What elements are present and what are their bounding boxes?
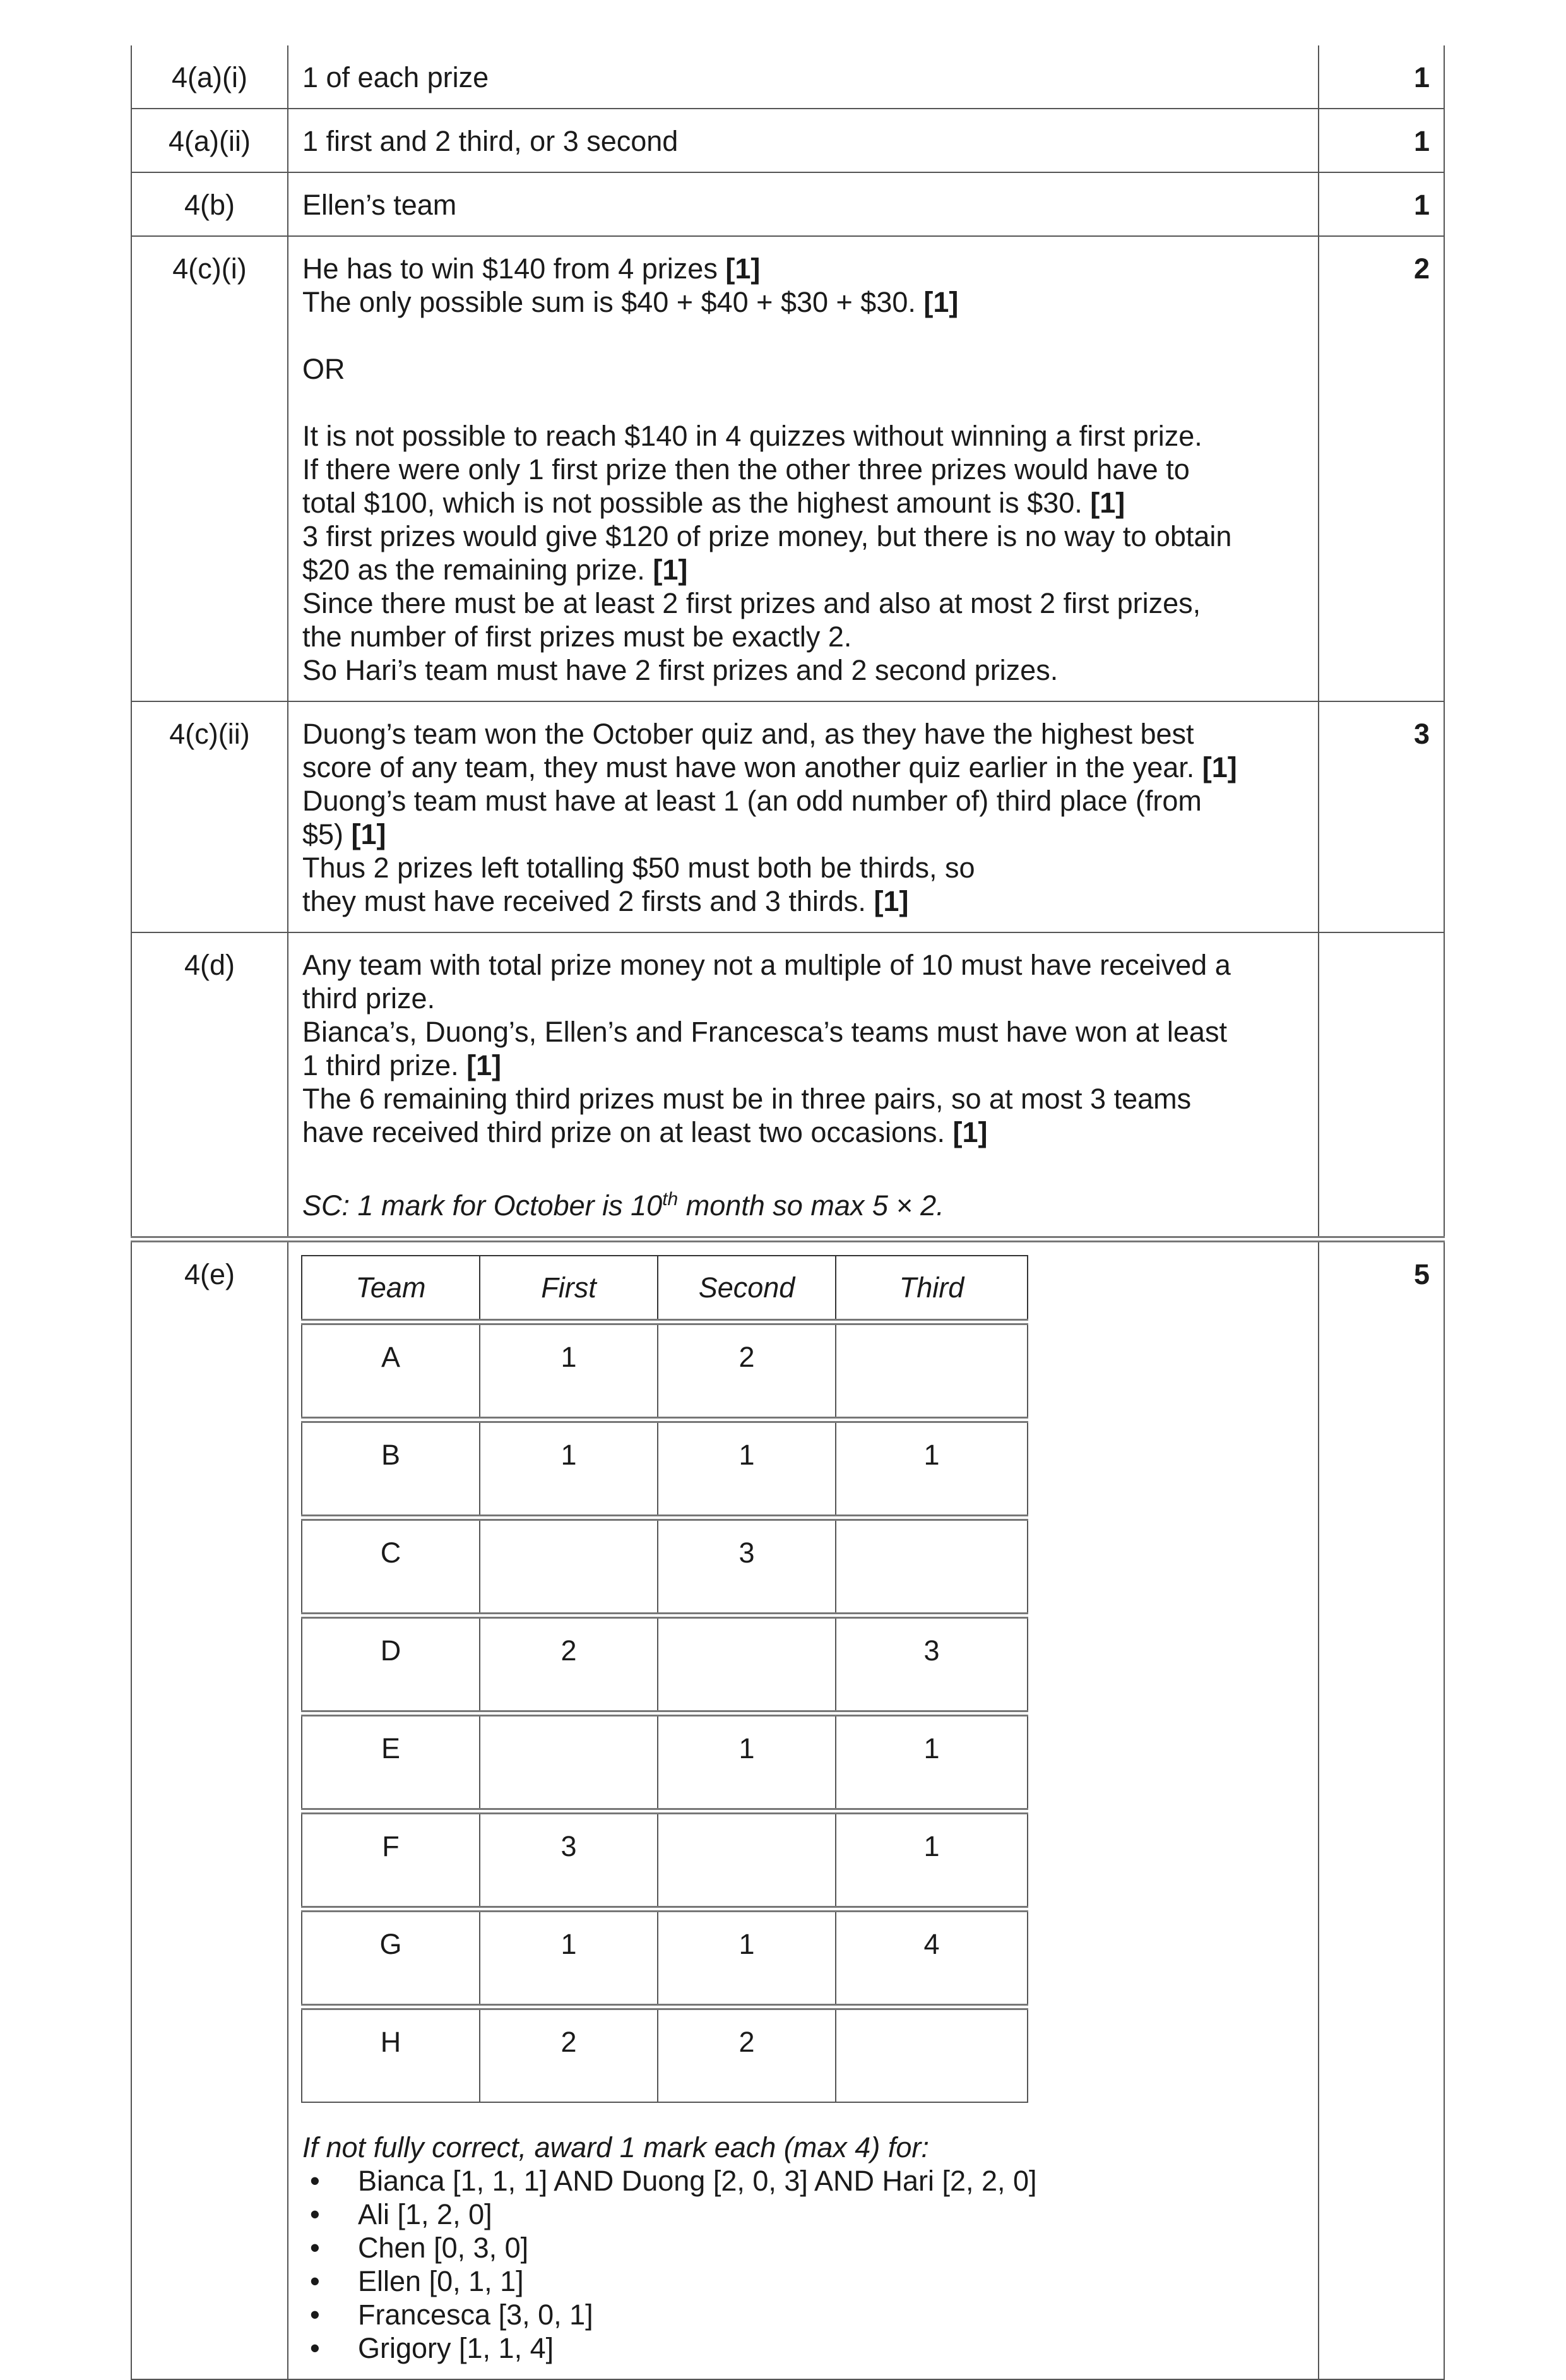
answer-line: [302, 751, 1304, 784]
answer-line: [302, 520, 1304, 553]
prize-table-cell: [836, 1518, 1028, 1615]
question-row: [131, 236, 1444, 701]
answer-text: $5): [302, 818, 352, 850]
prize-table-row: [302, 1322, 1028, 1420]
answer-text: It is not possible to reach $140 in 4 quizzes without winning a first prize.: [302, 420, 1202, 452]
answer-text: The only possible sum is $40 + $40 + $30 + $30.: [302, 286, 924, 318]
partial-credit-item: • Ellen [0, 1, 1]: [302, 2264, 1304, 2298]
question-number: 4(c)(ii): [131, 701, 288, 932]
mark-allocation: [1]: [923, 286, 959, 318]
prize-table-cell: 1: [480, 1322, 658, 1420]
prize-table-cell: [836, 1322, 1028, 1420]
question-row: [131, 45, 1444, 109]
marks-cell: 3: [1319, 701, 1444, 932]
mark-allocation: [1]: [1202, 751, 1237, 783]
prize-table-row: [302, 1518, 1028, 1615]
answer-text: Duong’s team won the October quiz and, as they have the highest best: [302, 718, 1194, 750]
marks-cell: 5: [1319, 1239, 1444, 2379]
answer-line: [302, 1082, 1304, 1116]
question-row: [131, 1239, 1444, 2379]
prize-table-header: Second: [658, 1256, 836, 1322]
answer-line: [302, 653, 1304, 687]
mark-scheme-table: [131, 45, 1445, 2380]
question-row: [131, 109, 1444, 172]
prize-table-cell: [480, 1713, 658, 1811]
answer-cell: [288, 1239, 1319, 2379]
prize-table-cell: G: [302, 1909, 480, 2007]
special-case-times: ×: [896, 1189, 913, 1222]
question-number: 4(c)(i): [131, 236, 288, 701]
partial-credit-item: • Ali [1, 2, 0]: [302, 2198, 1304, 2231]
question-row: [131, 932, 1444, 1239]
prize-table-cell: F: [302, 1811, 480, 1909]
mark-allocation: [1]: [1090, 487, 1125, 519]
partial-credit-item: • Bianca [1, 1, 1] AND Duong [2, 0, 3] AND Hari [2, 2, 0]: [302, 2164, 1304, 2198]
question-number: 4(b): [131, 172, 288, 236]
prize-table-cell: [658, 1615, 836, 1713]
prize-table-cell: 1: [836, 1811, 1028, 1909]
prize-table-cell: 1: [658, 1909, 836, 2007]
answer-line: [302, 620, 1304, 653]
answer-line: [302, 486, 1304, 520]
answer-line: [302, 784, 1304, 818]
prize-table-cell: 1: [480, 1909, 658, 2007]
answer-line: [302, 553, 1304, 586]
blank-line: [302, 319, 1304, 352]
answer-line: [302, 982, 1304, 1015]
prize-table-cell: 1: [836, 1420, 1028, 1518]
blank-line: [302, 1149, 1304, 1182]
prize-table: [301, 1255, 1028, 2103]
prize-table-cell: H: [302, 2007, 480, 2102]
answer-text: $20 as the remaining prize.: [302, 554, 653, 586]
answer-text: Duong’s team must have at least 1 (an odd number of) third place (from: [302, 785, 1202, 817]
prize-table-cell: 2: [658, 2007, 836, 2102]
partial-credit-item: • Chen [0, 3, 0]: [302, 2231, 1304, 2264]
answer-text: the number of first prizes must be exactly 2.: [302, 621, 852, 653]
prize-table-cell: 3: [658, 1518, 836, 1615]
answer-cell: [288, 109, 1319, 172]
answer-line: [302, 884, 1304, 918]
prize-table-header-row: [302, 1256, 1028, 1322]
mark-allocation: [1]: [351, 818, 386, 850]
answer-text: Bianca’s, Duong’s, Ellen’s and Francesca’s teams must have won at least: [302, 1016, 1227, 1048]
answer-line: [302, 851, 1304, 884]
answer-text: The 6 remaining third prizes must be in three pairs, so at most 3 teams: [302, 1083, 1192, 1115]
answer-line: [302, 1116, 1304, 1149]
answer-text: So Hari’s team must have 2 first prizes and 2 second prizes.: [302, 654, 1059, 686]
answer-text: If there were only 1 first prize then the other three prizes would have to: [302, 453, 1190, 485]
prize-table-cell: C: [302, 1518, 480, 1615]
prize-table-cell: 1: [658, 1713, 836, 1811]
marks-cell: 1: [1319, 109, 1444, 172]
answer-text: they must have received 2 firsts and 3 thirds.: [302, 885, 874, 917]
special-case-sup: th: [662, 1189, 679, 1210]
marks-cell: [1319, 932, 1444, 1239]
answer-line: [302, 453, 1304, 486]
special-case-post: month so max 5: [678, 1189, 896, 1222]
question-number: 4(e): [131, 1239, 288, 2379]
answer-cell: [288, 932, 1319, 1239]
answer-line: [302, 188, 1304, 222]
answer-line: [302, 1015, 1304, 1049]
answer-text: He has to win $140 from 4 prizes: [302, 253, 726, 285]
answer-text: 1 third prize.: [302, 1049, 467, 1081]
prize-table-cell: 3: [480, 1811, 658, 1909]
answer-line: [302, 586, 1304, 620]
answer-line: [302, 419, 1304, 453]
answer-line: [302, 352, 1304, 386]
answer-text: have received third prize on at least two occasions.: [302, 1116, 953, 1148]
answer-text: score of any team, they must have won another quiz earlier in the year.: [302, 751, 1202, 783]
prize-table-row: [302, 1909, 1028, 2007]
partial-credit-intro: If not fully correct, award 1 mark each (max 4) for:: [302, 2131, 929, 2163]
prize-table-cell: [480, 1518, 658, 1615]
prize-table-cell: 1: [658, 1420, 836, 1518]
question-row: [131, 172, 1444, 236]
partial-credit-list: [302, 2164, 1304, 2365]
answer-text: Since there must be at least 2 first prizes and also at most 2 first prizes,: [302, 587, 1201, 619]
prize-table-cell: 4: [836, 1909, 1028, 2007]
answer-line: [302, 818, 1304, 851]
answer-text: 1 of each prize: [302, 61, 489, 93]
prize-table-header: Team: [302, 1256, 480, 1322]
partial-credit-item: • Grigory [1, 1, 4]: [302, 2331, 1304, 2365]
special-case-pre: SC: 1 mark for October is 10: [302, 1189, 663, 1222]
answer-line: [302, 1049, 1304, 1082]
prize-table-cell: 1: [480, 1420, 658, 1518]
marks-cell: 2: [1319, 236, 1444, 701]
mark-allocation: [1]: [653, 554, 688, 586]
question-number: 4(a)(ii): [131, 109, 288, 172]
prize-table-cell: B: [302, 1420, 480, 1518]
marks-cell: 1: [1319, 45, 1444, 109]
partial-credit-item: • Francesca [3, 0, 1]: [302, 2298, 1304, 2331]
prize-table-row: [302, 1615, 1028, 1713]
answer-text: 3 first prizes would give $120 of prize money, but there is no way to obtain: [302, 520, 1232, 552]
answer-line: [302, 124, 1304, 158]
answer-text: third prize.: [302, 982, 436, 1014]
prize-table-cell: 2: [480, 1615, 658, 1713]
prize-table-row: [302, 1713, 1028, 1811]
question-row: [131, 701, 1444, 932]
prize-table-cell: 2: [658, 1322, 836, 1420]
blank-line: [302, 386, 1304, 419]
answer-text: Ellen’s team: [302, 189, 457, 221]
prize-table-cell: E: [302, 1713, 480, 1811]
prize-table-row: [302, 1420, 1028, 1518]
prize-table-cell: 3: [836, 1615, 1028, 1713]
mark-allocation: [1]: [725, 253, 761, 285]
answer-text: Any team with total prize money not a multiple of 10 must have received a: [302, 949, 1231, 981]
answer-cell: [288, 701, 1319, 932]
answer-line: [302, 948, 1304, 982]
prize-table-cell: [836, 2007, 1028, 2102]
prize-table-cell: D: [302, 1615, 480, 1713]
prize-table-cell: A: [302, 1322, 480, 1420]
answer-text: OR: [302, 353, 345, 385]
answer-line: [302, 61, 1304, 94]
question-number: 4(d): [131, 932, 288, 1239]
prize-table-cell: [658, 1811, 836, 1909]
prize-table-header: Third: [836, 1256, 1028, 1322]
answer-text: 1 first and 2 third, or 3 second: [302, 125, 679, 157]
mark-allocation: [1]: [874, 885, 909, 917]
prize-table-cell: 2: [480, 2007, 658, 2102]
special-case-note: [302, 1182, 1304, 1222]
answer-cell: [288, 236, 1319, 701]
answer-line: [302, 717, 1304, 751]
special-case-end: 2.: [912, 1189, 944, 1222]
answer-text: Thus 2 prizes left totalling $50 must both be thirds, so: [302, 852, 975, 884]
prize-table-cell: 1: [836, 1713, 1028, 1811]
marks-cell: 1: [1319, 172, 1444, 236]
question-number: 4(a)(i): [131, 45, 288, 109]
answer-cell: [288, 45, 1319, 109]
answer-line: [302, 285, 1304, 319]
answer-cell: [288, 172, 1319, 236]
mark-allocation: [1]: [466, 1049, 502, 1081]
prize-table-row: [302, 1811, 1028, 1909]
prize-table-header: First: [480, 1256, 658, 1322]
answer-line: [302, 252, 1304, 285]
answer-text: total $100, which is not possible as the highest amount is $30.: [302, 487, 1091, 519]
mark-allocation: [1]: [952, 1116, 988, 1148]
prize-table-row: [302, 2007, 1028, 2102]
